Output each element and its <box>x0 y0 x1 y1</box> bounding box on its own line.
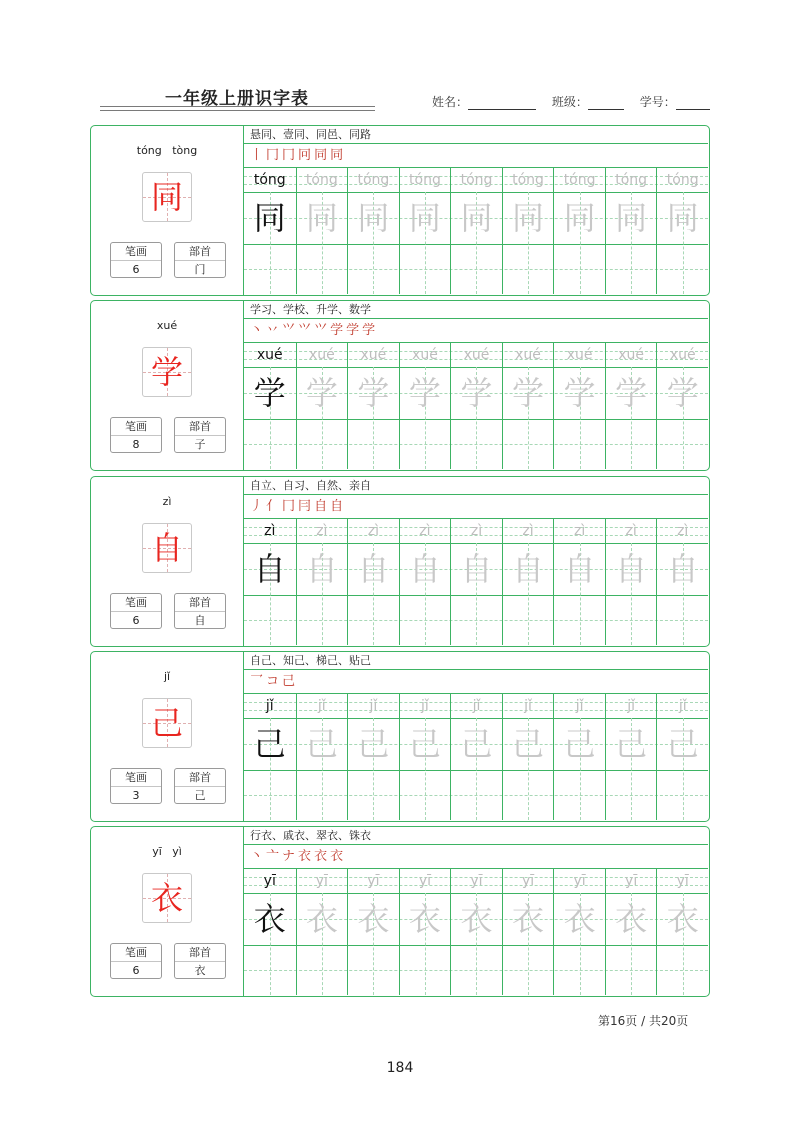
stroke-step: 自 <box>330 499 344 514</box>
practice-pinyin: tóng <box>666 172 699 188</box>
stroke-count-value: 6 <box>132 614 140 627</box>
practice-column <box>296 168 348 294</box>
stroke-count-box <box>110 417 162 453</box>
practice-pinyin: jǐ <box>524 698 532 714</box>
practice-column <box>347 343 399 469</box>
practice-pinyin: yī <box>521 873 535 889</box>
radical-label: 部首 <box>175 594 225 612</box>
practice-pinyin: jǐ <box>317 698 326 714</box>
stroke-count-label: 笔画 <box>111 418 161 436</box>
stroke-order <box>244 319 708 343</box>
character-box <box>142 347 192 397</box>
practice-column <box>502 343 554 469</box>
practice-column <box>347 869 399 995</box>
practice-character: 己 <box>460 725 493 763</box>
practice-area <box>244 301 708 469</box>
stroke-step: 乛 <box>250 674 264 689</box>
practice-column <box>553 168 605 294</box>
practice-pinyin: yī <box>263 873 276 889</box>
practice-character: 己 <box>563 725 596 763</box>
practice-column <box>605 519 657 645</box>
pinyin-label: zì <box>162 495 172 508</box>
practice-character: 衣 <box>512 900 545 938</box>
stroke-step: 亻 <box>266 499 280 514</box>
practice-pinyin: jǐ <box>369 698 378 714</box>
stroke-step: ナ <box>282 849 296 864</box>
practice-pinyin: tóng <box>460 172 493 188</box>
practice-column <box>656 168 708 294</box>
practice-pinyin: zì <box>264 523 276 539</box>
practice-character: 己 <box>357 725 390 763</box>
example-words: 行衣、戚衣、翠衣、铢衣 <box>244 827 708 845</box>
practice-pinyin: jǐ <box>265 698 274 714</box>
practice-column <box>605 168 657 294</box>
practice-character: 己 <box>305 725 338 763</box>
radical-box <box>174 768 226 804</box>
radical-value: 自 <box>194 614 206 627</box>
practice-character: 衣 <box>357 900 390 938</box>
practice-column <box>347 694 399 820</box>
page-title: 一年级上册识字表 <box>165 89 309 109</box>
practice-pinyin: zì <box>625 523 637 539</box>
practice-pinyin: tóng <box>615 172 648 188</box>
radical-label: 部首 <box>175 243 225 261</box>
practice-column <box>553 694 605 820</box>
stroke-step: 冂 <box>282 148 296 163</box>
stroke-step: 衣 <box>330 849 344 864</box>
stroke-step: 丶 <box>250 323 264 338</box>
example-words: 自己、知己、梯己、贴己 <box>244 652 708 670</box>
class-blank <box>588 96 624 110</box>
practice-pinyin: zì <box>573 523 586 539</box>
practice-pinyin: yī <box>470 873 483 889</box>
stroke-count-value: 6 <box>132 964 140 977</box>
practice-character: 同 <box>666 199 699 237</box>
stroke-count-label: 笔画 <box>111 243 161 261</box>
practice-area <box>244 126 708 294</box>
radical-box <box>174 242 226 278</box>
practice-pinyin: xué <box>463 347 490 363</box>
practice-character: 同 <box>460 199 493 237</box>
practice-pinyin: tóng <box>253 172 286 188</box>
practice-column <box>605 343 657 469</box>
stroke-count-label: 笔画 <box>111 769 161 787</box>
practice-character: 己 <box>408 725 441 763</box>
main-character: 衣 <box>150 879 183 917</box>
practice-character: 衣 <box>305 900 338 938</box>
stroke-count-label: 笔画 <box>111 944 161 962</box>
practice-character: 衣 <box>253 900 286 938</box>
practice-column <box>502 519 554 645</box>
radical-value: 门 <box>194 263 206 276</box>
class-label: 班级： <box>551 95 588 109</box>
practice-column <box>399 694 451 820</box>
practice-column <box>656 869 708 995</box>
stroke-step: 学 <box>330 323 344 338</box>
practice-character: 学 <box>615 374 648 412</box>
stroke-count-box <box>110 593 162 629</box>
stroke-step: 学 <box>362 323 376 338</box>
stroke-step: 同 <box>314 148 328 163</box>
practice-pinyin: jǐ <box>472 698 481 714</box>
practice-character: 自 <box>615 550 648 588</box>
stroke-step: 丶 <box>250 849 264 864</box>
practice-pinyin: zì <box>522 523 534 539</box>
practice-character: 自 <box>666 550 699 588</box>
practice-pinyin: yī <box>367 873 380 889</box>
practice-pinyin: xué <box>515 347 541 363</box>
practice-column <box>347 168 399 294</box>
character-box <box>142 698 192 748</box>
practice-column <box>502 694 554 820</box>
practice-character: 自 <box>460 550 493 588</box>
stroke-step: 学 <box>346 323 360 338</box>
stroke-step: 自 <box>314 499 328 514</box>
practice-column <box>296 694 348 820</box>
practice-pinyin: yī <box>625 873 638 889</box>
practice-column <box>502 168 554 294</box>
practice-pinyin: zì <box>316 523 328 539</box>
radical-value: 己 <box>194 789 206 802</box>
practice-character: 学 <box>460 374 493 412</box>
practice-character: 衣 <box>666 900 699 938</box>
radical-label: 部首 <box>175 944 225 962</box>
practice-column <box>399 168 451 294</box>
practice-column <box>450 869 502 995</box>
practice-character: 衣 <box>615 900 648 938</box>
stroke-count-box <box>110 943 162 979</box>
practice-pinyin: xué <box>669 347 696 363</box>
student-id-blank <box>676 96 710 110</box>
practice-pinyin: xué <box>256 347 283 363</box>
practice-column <box>296 519 348 645</box>
practice-character: 同 <box>408 199 441 237</box>
student-info-fields <box>432 93 710 110</box>
practice-pinyin: yī <box>315 873 328 889</box>
practice-area <box>244 477 708 645</box>
stroke-step: 丷 <box>266 323 280 338</box>
practice-column <box>296 343 348 469</box>
practice-pinyin: tóng <box>512 172 544 188</box>
student-id-label: 学号： <box>639 95 676 109</box>
practice-column <box>399 343 451 469</box>
practice-pinyin: jǐ <box>575 698 584 714</box>
stroke-order <box>244 144 708 168</box>
practice-character: 同 <box>305 199 338 237</box>
practice-character: 同 <box>512 199 545 237</box>
practice-column <box>244 519 296 645</box>
practice-character: 自 <box>563 550 596 588</box>
stroke-count-box <box>110 768 162 804</box>
practice-area <box>244 652 708 820</box>
practice-pinyin: zì <box>677 523 689 539</box>
practice-column <box>553 869 605 995</box>
practice-character: 自 <box>512 550 545 588</box>
practice-pinyin: yī <box>418 873 432 889</box>
practice-character: 学 <box>563 374 596 412</box>
stroke-step: 冋 <box>298 148 312 163</box>
name-blank <box>468 96 536 110</box>
radical-box <box>174 943 226 979</box>
title-underline <box>100 106 375 111</box>
practice-pinyin: yī <box>573 873 586 889</box>
stroke-step: 己 <box>282 674 296 689</box>
stroke-step: 亠 <box>266 849 280 864</box>
character-card-1 <box>90 125 710 296</box>
name-label: 姓名： <box>432 95 469 109</box>
stroke-step: 衣 <box>314 849 328 864</box>
practice-character: 学 <box>666 374 699 412</box>
pinyin-label: yī yì <box>152 845 182 858</box>
practice-pinyin: yī <box>676 873 689 889</box>
stroke-count-box <box>110 242 162 278</box>
practice-character: 衣 <box>408 900 441 938</box>
practice-column <box>296 869 348 995</box>
page-info: 第16页 / 共20页 <box>598 1014 689 1028</box>
practice-column <box>656 519 708 645</box>
radical-value: 子 <box>194 438 206 451</box>
practice-column <box>553 519 605 645</box>
practice-character: 自 <box>408 550 441 588</box>
practice-character: 学 <box>305 374 338 412</box>
main-character: 同 <box>150 178 183 216</box>
stroke-count-value: 6 <box>132 263 140 276</box>
practice-character: 自 <box>253 550 286 588</box>
practice-pinyin: tóng <box>305 172 338 188</box>
practice-character: 学 <box>357 374 390 412</box>
stroke-step: 同 <box>330 148 344 163</box>
character-box <box>142 523 192 573</box>
page-number: 184 <box>386 1060 414 1076</box>
radical-box <box>174 593 226 629</box>
stroke-step: 衣 <box>298 849 312 864</box>
practice-column <box>656 694 708 820</box>
practice-pinyin: jǐ <box>678 698 687 714</box>
practice-column <box>347 519 399 645</box>
practice-character: 同 <box>563 199 596 237</box>
practice-column <box>244 694 296 820</box>
practice-column <box>244 168 296 294</box>
practice-pinyin: xué <box>360 347 387 363</box>
stroke-order <box>244 495 708 519</box>
radical-label: 部首 <box>175 418 225 436</box>
radical-label: 部首 <box>175 769 225 787</box>
stroke-step: 冃 <box>298 499 312 514</box>
practice-pinyin: xué <box>412 347 438 363</box>
practice-column <box>656 343 708 469</box>
main-character: 学 <box>150 353 183 391</box>
stroke-step: 丿 <box>250 499 264 514</box>
stroke-step: コ <box>266 674 280 689</box>
practice-character: 学 <box>408 374 441 412</box>
practice-column <box>502 869 554 995</box>
stroke-step: 丨 <box>250 148 264 163</box>
main-character: 自 <box>150 529 183 567</box>
practice-column <box>244 869 296 995</box>
practice-character: 己 <box>666 725 699 763</box>
practice-pinyin: xué <box>308 347 335 363</box>
radical-box <box>174 417 226 453</box>
practice-column <box>450 694 502 820</box>
example-words: 学习、学校、升学、数学 <box>244 301 708 319</box>
example-words: 悬同、壹同、同邑、同路 <box>244 126 708 144</box>
radical-value: 衣 <box>194 964 206 977</box>
stroke-step: ⺍ <box>282 323 296 338</box>
stroke-count-value: 8 <box>132 438 140 451</box>
practice-pinyin: zì <box>470 523 483 539</box>
pinyin-label: tóng tòng <box>136 144 198 157</box>
character-card-5 <box>90 826 710 997</box>
character-card-4 <box>90 651 710 822</box>
practice-pinyin: zì <box>367 523 379 539</box>
practice-column <box>605 869 657 995</box>
practice-pinyin: zì <box>419 523 431 539</box>
stroke-step: 冂 <box>282 499 296 514</box>
practice-character: 己 <box>512 725 545 763</box>
practice-area <box>244 827 708 995</box>
practice-character: 衣 <box>563 900 596 938</box>
practice-column <box>399 519 451 645</box>
practice-character: 同 <box>253 199 286 237</box>
stroke-step: ⺍ <box>314 323 328 338</box>
practice-pinyin: tóng <box>409 172 441 188</box>
practice-column <box>605 694 657 820</box>
practice-character: 学 <box>512 374 545 412</box>
practice-column <box>553 343 605 469</box>
stroke-step: 冂 <box>266 148 280 163</box>
pinyin-label: xué <box>156 319 178 332</box>
practice-column <box>244 343 296 469</box>
practice-pinyin: jǐ <box>421 698 429 714</box>
practice-character: 学 <box>253 374 286 412</box>
practice-character: 自 <box>357 550 390 588</box>
pinyin-label: jǐ <box>163 670 171 683</box>
practice-character: 衣 <box>460 900 493 938</box>
practice-character: 同 <box>357 199 390 237</box>
stroke-count-value: 3 <box>132 789 140 802</box>
practice-column <box>399 869 451 995</box>
practice-pinyin: tóng <box>563 172 596 188</box>
practice-column <box>450 168 502 294</box>
character-card-3 <box>90 476 710 647</box>
practice-column <box>450 519 502 645</box>
character-card-2 <box>90 300 710 471</box>
practice-pinyin: xué <box>566 347 593 363</box>
practice-column <box>450 343 502 469</box>
practice-pinyin: jǐ <box>627 698 636 714</box>
practice-character: 自 <box>305 550 338 588</box>
practice-pinyin: xué <box>618 347 645 363</box>
practice-character: 己 <box>253 725 286 763</box>
practice-character: 同 <box>615 199 648 237</box>
stroke-order <box>244 845 708 869</box>
practice-pinyin: tóng <box>357 172 390 188</box>
stroke-order <box>244 670 708 694</box>
stroke-count-label: 笔画 <box>111 594 161 612</box>
character-box <box>142 873 192 923</box>
example-words: 自立、自习、自然、亲自 <box>244 477 708 495</box>
main-character: 己 <box>150 704 183 742</box>
character-box <box>142 172 192 222</box>
practice-character: 己 <box>615 725 648 763</box>
stroke-step: ⺍ <box>298 323 312 338</box>
